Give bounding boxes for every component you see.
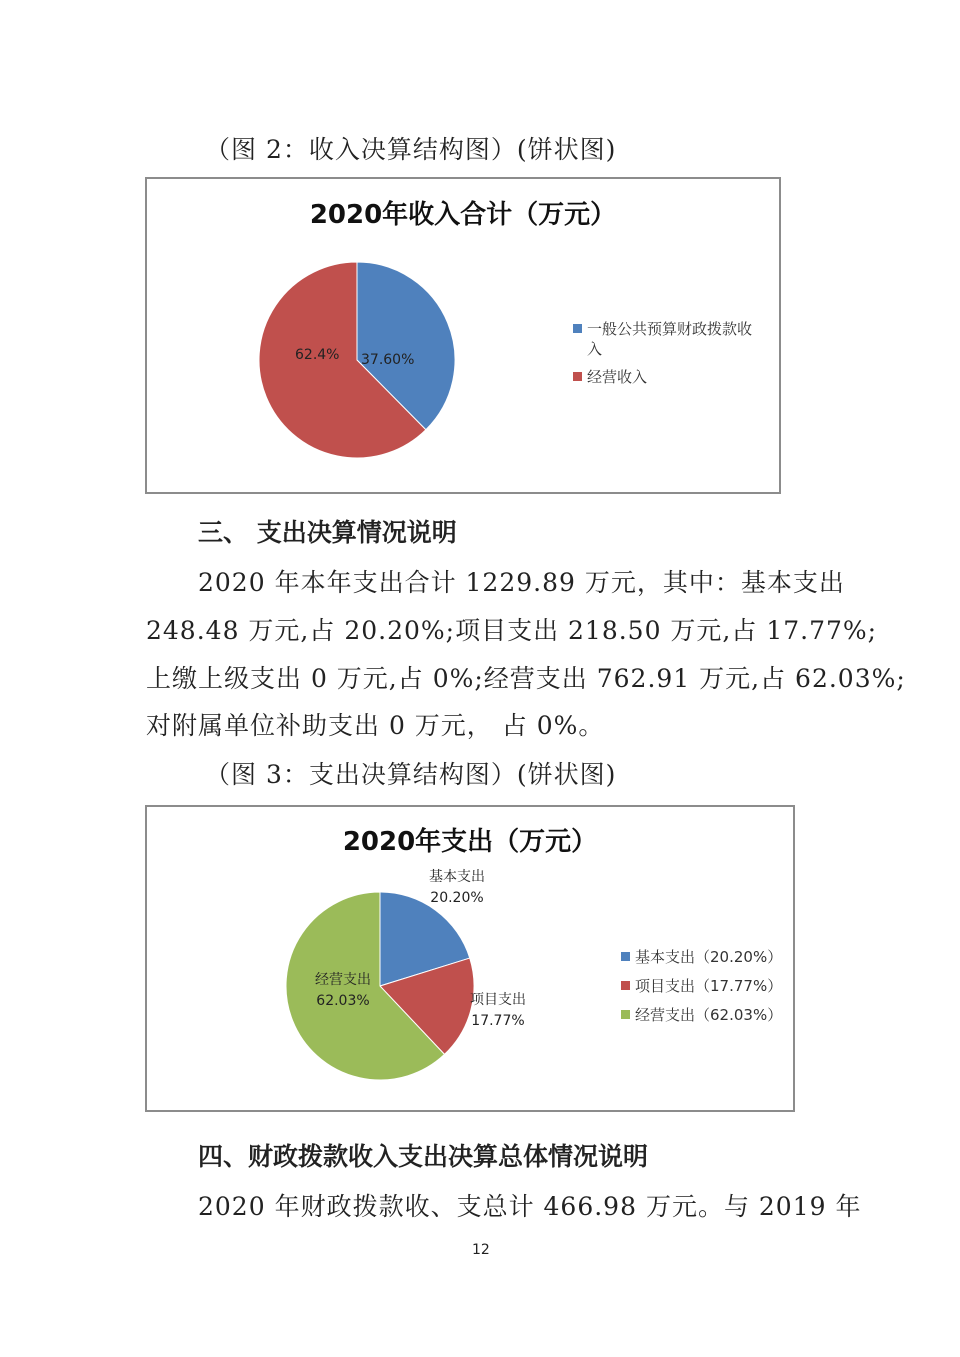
expenditure-legend-basic-text: 基本支出（20.20%） [635, 948, 783, 966]
expenditure-legend-operating-text: 经营支出（62.03%） [635, 1006, 783, 1024]
legend-swatch-operating-exp [621, 1010, 630, 1019]
expenditure-legend-project-text: 项目支出（17.77%） [635, 977, 783, 995]
expenditure-label-basic-pct: 20.20% [430, 890, 484, 906]
section-3-line-4: 对附属单位补助支出 0 万元， 占 0%。 [146, 711, 605, 740]
figure-2-caption: （图 2：收入决算结构图）(饼状图) [205, 135, 617, 164]
expenditure-label-basic-name: 基本支出 [429, 869, 485, 885]
legend-swatch-fiscal [573, 324, 582, 333]
section-3-heading: 三、 支出决算情况说明 [198, 518, 457, 547]
income-legend-fiscal-text1: 一般公共预算财政拨款收 [587, 320, 753, 338]
expenditure-chart [145, 805, 795, 1112]
legend-swatch-project [621, 981, 630, 990]
section-3-line-2: 248.48 万元,占 20.20%;项目支出 218.50 万元,占 17.77%; [146, 616, 878, 645]
income-legend-fiscal-text2: 入 [587, 340, 603, 358]
expenditure-chart-title: 2020年支出（万元） [342, 827, 598, 857]
income-chart-title: 2020年收入合计（万元） [309, 200, 617, 230]
legend-swatch-operating [573, 372, 582, 381]
expenditure-label-operating [315, 970, 371, 1012]
expenditure-label-basic [429, 867, 485, 909]
expenditure-legend-basic [621, 947, 782, 967]
section-3-line-3: 上缴上级支出 0 万元,占 0%;经营支出 762.91 万元,占 62.03%; [146, 664, 906, 693]
income-legend-operating-text: 经营收入 [587, 368, 648, 386]
page-number: 12 [472, 1242, 490, 1258]
figure-3-caption: （图 3：支出决算结构图）(饼状图) [205, 760, 617, 789]
section-3-line-1: 2020 年本年支出合计 1229.89 万元，其中：基本支出 [198, 568, 845, 597]
expenditure-legend-operating [621, 1005, 782, 1025]
income-legend-fiscal [573, 319, 773, 359]
expenditure-label-project [470, 990, 526, 1032]
income-label-fiscal: 37.60% [361, 352, 415, 368]
expenditure-label-operating-name: 经营支出 [315, 972, 371, 988]
section-4-line-1: 2020 年财政拨款收、支总计 466.98 万元。与 2019 年 [198, 1192, 862, 1221]
expenditure-label-operating-pct: 62.03% [316, 993, 370, 1009]
income-label-operating: 62.4% [295, 347, 340, 363]
expenditure-legend-project [621, 976, 782, 996]
expenditure-label-project-pct: 17.77% [471, 1013, 525, 1029]
section-4-heading: 四、财政拨款收入支出决算总体情况说明 [198, 1142, 649, 1171]
income-legend-operating [573, 367, 647, 387]
income-chart [145, 177, 781, 494]
legend-swatch-basic [621, 952, 630, 961]
expenditure-label-project-name: 项目支出 [470, 992, 526, 1008]
